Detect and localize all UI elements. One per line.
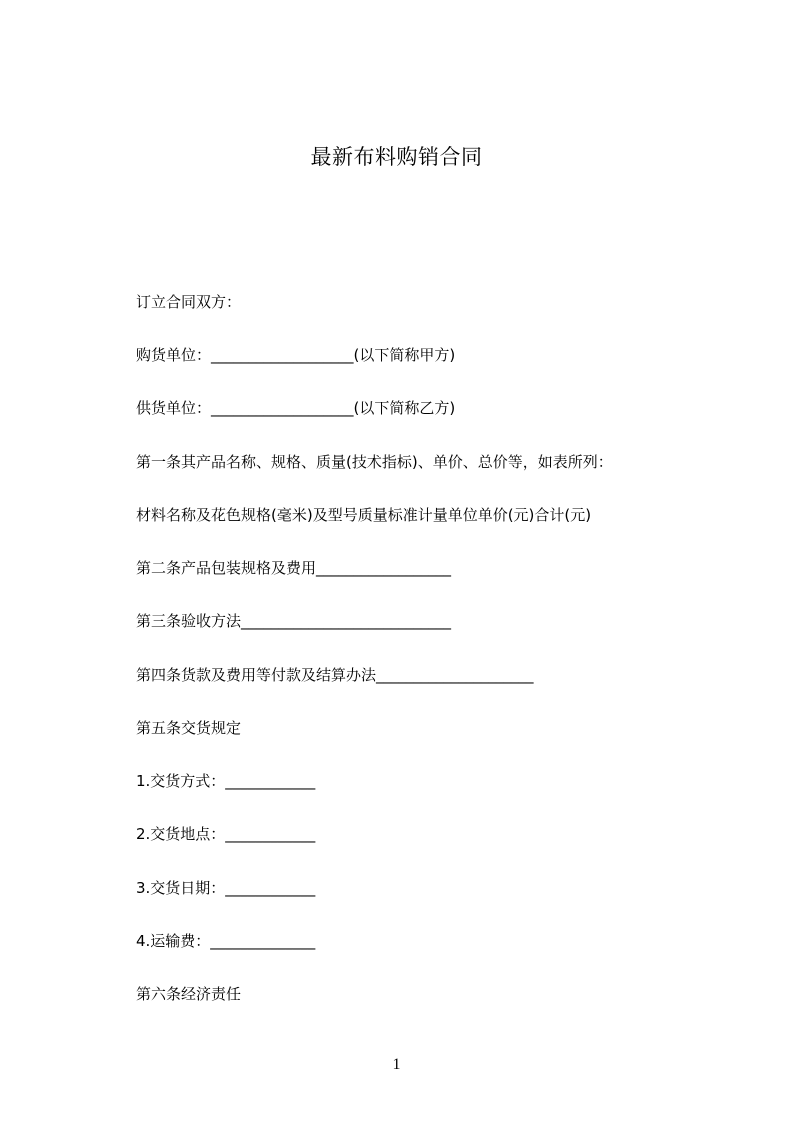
delivery-location: 2.交货地点：____________	[136, 825, 316, 843]
shipping-cost: 4.运输费：______________	[136, 932, 316, 950]
delivery-date: 3.交货日期：____________	[136, 879, 316, 897]
article-6: 第六条经济责任	[136, 985, 242, 1003]
document-title: 最新布料购销合同	[310, 145, 483, 169]
page-number: 1	[392, 1056, 401, 1073]
article-4: 第四条货款及费用等付款及结算办法_____________________	[136, 666, 534, 684]
article-5: 第五条交货规定	[136, 719, 242, 737]
table-header-line: 材料名称及花色规格(毫米)及型号质量标准计量单位单价(元)合计(元)	[136, 506, 592, 524]
article-3: 第三条验收方法____________________________	[136, 612, 452, 630]
article-2: 第二条产品包装规格及费用__________________	[136, 559, 452, 577]
supplier-line: 供货单位：___________________(以下简称乙方)	[136, 399, 456, 417]
delivery-method: 1.交货方式：____________	[136, 772, 316, 790]
parties-heading: 订立合同双方：	[136, 293, 242, 311]
buyer-line: 购货单位：___________________(以下简称甲方)	[136, 346, 456, 364]
article-1: 第一条其产品名称、规格、质量(技术指标)、单价、总价等，如表所列：	[136, 453, 613, 471]
